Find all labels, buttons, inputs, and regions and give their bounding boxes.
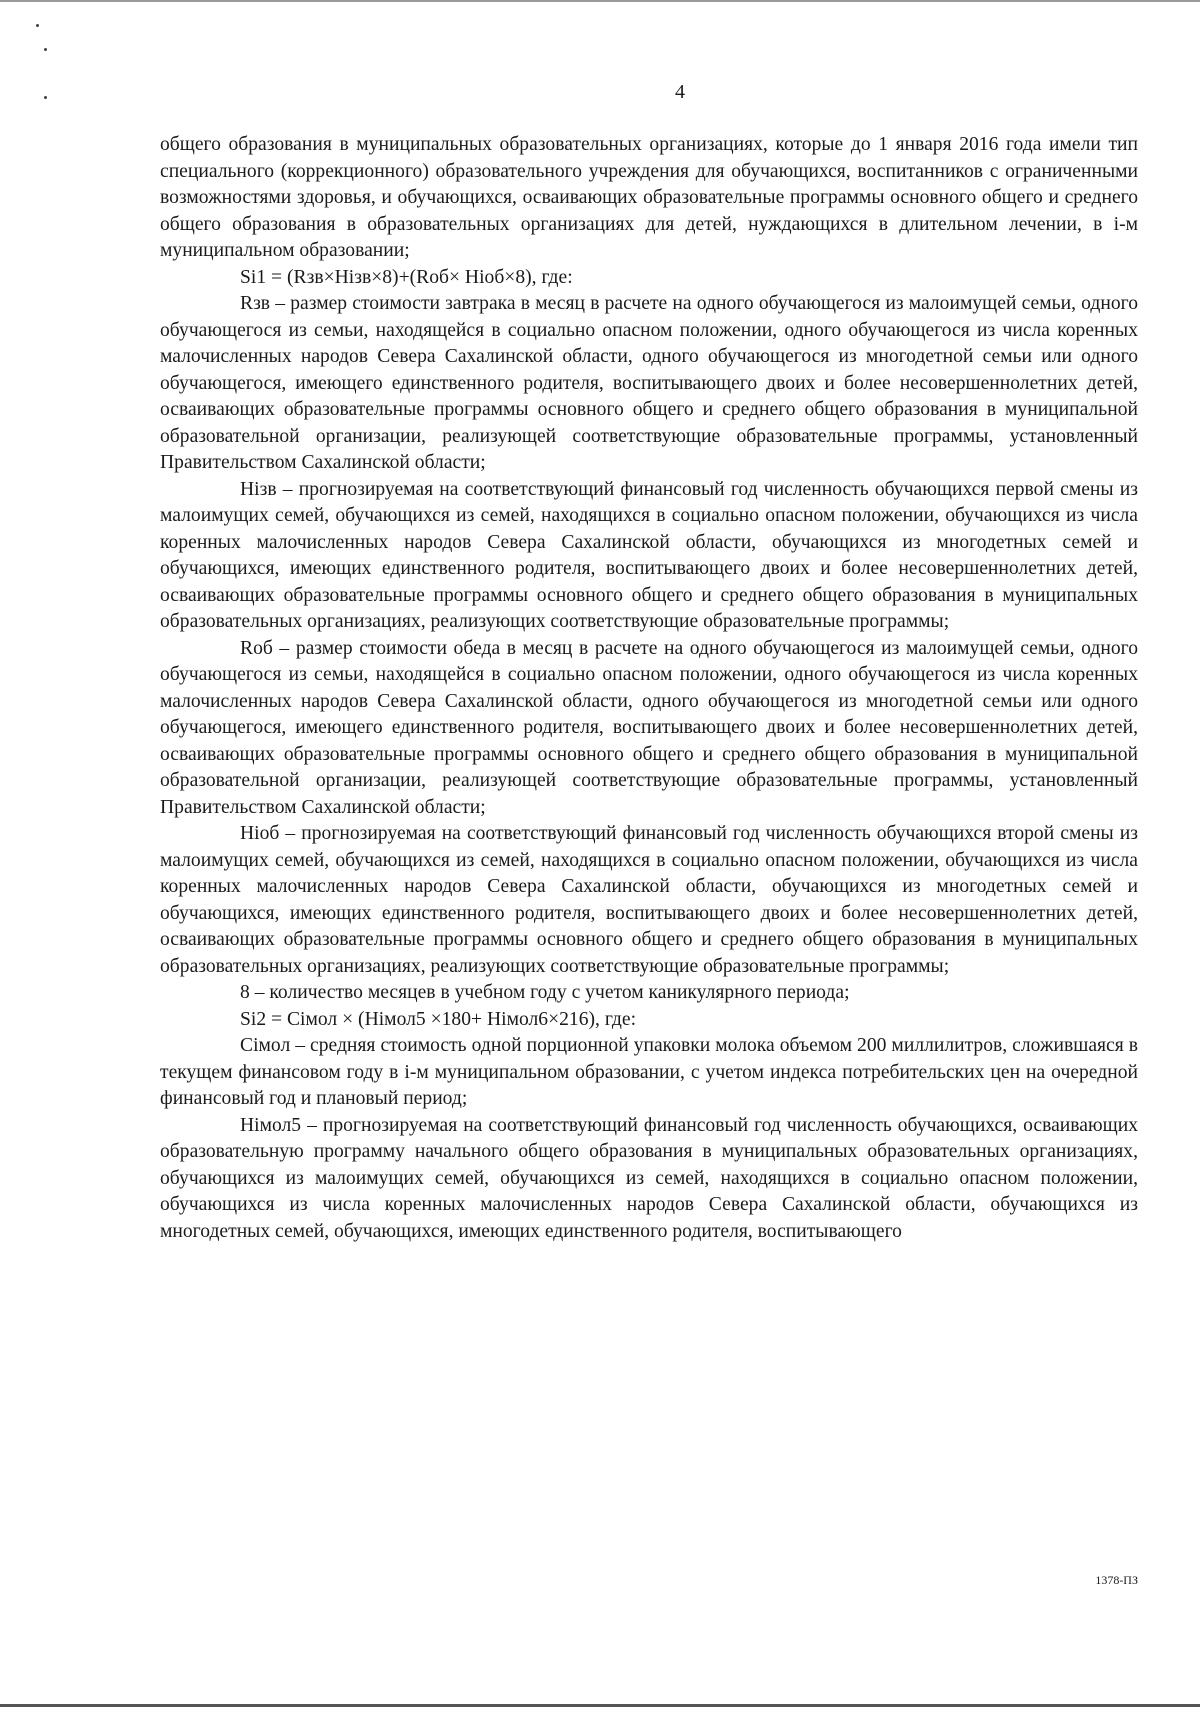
- paragraph: Hiоб – прогнозируемая на соответствующий финансовый год численность обучающихся второй смены из малоимущих семей, обучающихся из семей, находящихся в социально опасном положении, обучающихся из числа коренных малочисленных народов Севера Сахалинской области, обучающихся из многодетных семей и обучающихся, имеющих единственного родителя, воспитывающего двоих и более несовершеннолетних детей, осваивающих образовательные программы основного общего и среднего общего образования в муниципальных образовательных организациях, реализующих соответствующие образовательные программы;: [160, 823, 1138, 977]
- page-number: 4: [675, 81, 685, 103]
- formula-line: Si1 = (Rзв×Hiзв×8)+(Rоб× Hiоб×8), где:: [240, 266, 573, 288]
- formula-line: Si2 = Ciмол × (Hiмол5 ×180+ Hiмол6×216), где:: [240, 1008, 637, 1030]
- paragraph: 8 – количество месяцев в учебном году с учетом каникулярного периода;: [240, 982, 850, 1003]
- paragraph: Rоб – размер стоимости обеда в месяц в расчете на одного обучающегося из малоимущей семьи, одного обучающегося из семьи, находящейся в социально опасном положении, одного обучающегося из числа коренных малочисленных народов Севера Сахалинской области, одного обучающегося из многодетной семьи или одного обучающегося, имеющего единственного родителя, воспитывающего двоих и более несовершеннолетних детей, осваивающих образовательные программы основного общего и среднего общего образования в муниципальной образовательной организации, реализующей соответствующие образовательные программы, установленный Правительством Сахалинской области;: [160, 637, 1138, 818]
- paragraph: общего образования в муниципальных образовательных организациях, которые до 1 января 2016 года имели тип специального (коррекционного) образовательного учреждения для обучающихся, воспитанников с ограниченными возможностями здоровья, и обучающихся, осваивающих образовательные программы основного общего и среднего общего образования в образовательных организациях для детей, нуждающихся в длительном лечении, в i-м муниципальном образовании;: [160, 134, 1138, 261]
- paragraph: Hiмол5 – прогнозируемая на соответствующий финансовый год численность обучающихся, осваивающих образовательную программу начального общего образования в муниципальных образовательных организациях, обучающихся из малоимущих семей, обучающихся из семей, находящихся в социально опасном положении, обучающихся из числа коренных малочисленных народов Севера Сахалинской области, обучающихся из многодетных семей, обучающихся, имеющих единственного родителя, воспитывающего: [160, 1114, 1138, 1242]
- scan-bottom-edge: [0, 1704, 1200, 1707]
- scan-speck: [36, 24, 39, 27]
- scan-speck: [44, 48, 47, 51]
- paragraph: Hiзв – прогнозируемая на соответствующий финансовый год численность обучающихся первой смены из малоимущих семей, обучающихся из семей, находящихся в социально опасном положении, обучающихся из числа коренных малочисленных народов Севера Сахалинской области, обучающихся из многодетных семей и обучающихся, имеющих единственного родителя, воспитывающего двоих и более несовершеннолетних детей, осваивающих образовательные программы основного общего и среднего общего образования в муниципальных образовательных организациях, реализующих соответствующие образовательные программы;: [160, 478, 1138, 632]
- scan-top-edge: [0, 0, 1200, 2]
- paragraph: Rзв – размер стоимости завтрака в месяц в расчете на одного обучающегося из малоимущей семьи, одного обучающегося из семьи, находящейся в социально опасном положении, одного обучающегося из числа коренных малочисленных народов Севера Сахалинской области, одного обучающегося из многодетной семьи или одного обучающегося, имеющего единственного родителя, воспитывающего двоих и более несовершеннолетних детей, осваивающих образовательные программы основного общего и среднего общего образования в муниципальной образовательной организации, реализующей соответствующие образовательные программы, установленный Правительством Сахалинской области;: [160, 293, 1138, 473]
- document-body: [160, 132, 1138, 1245]
- document-code: 1378-ПЗ: [1095, 1573, 1138, 1587]
- paragraph: Ciмол – средняя стоимость одной порционной упаковки молока объемом 200 миллилитров, сложившаяся в текущем финансовом году в i-м муниципальном образовании, с учетом индекса потребительских цен на очередной финансовый год и плановый период;: [160, 1035, 1138, 1109]
